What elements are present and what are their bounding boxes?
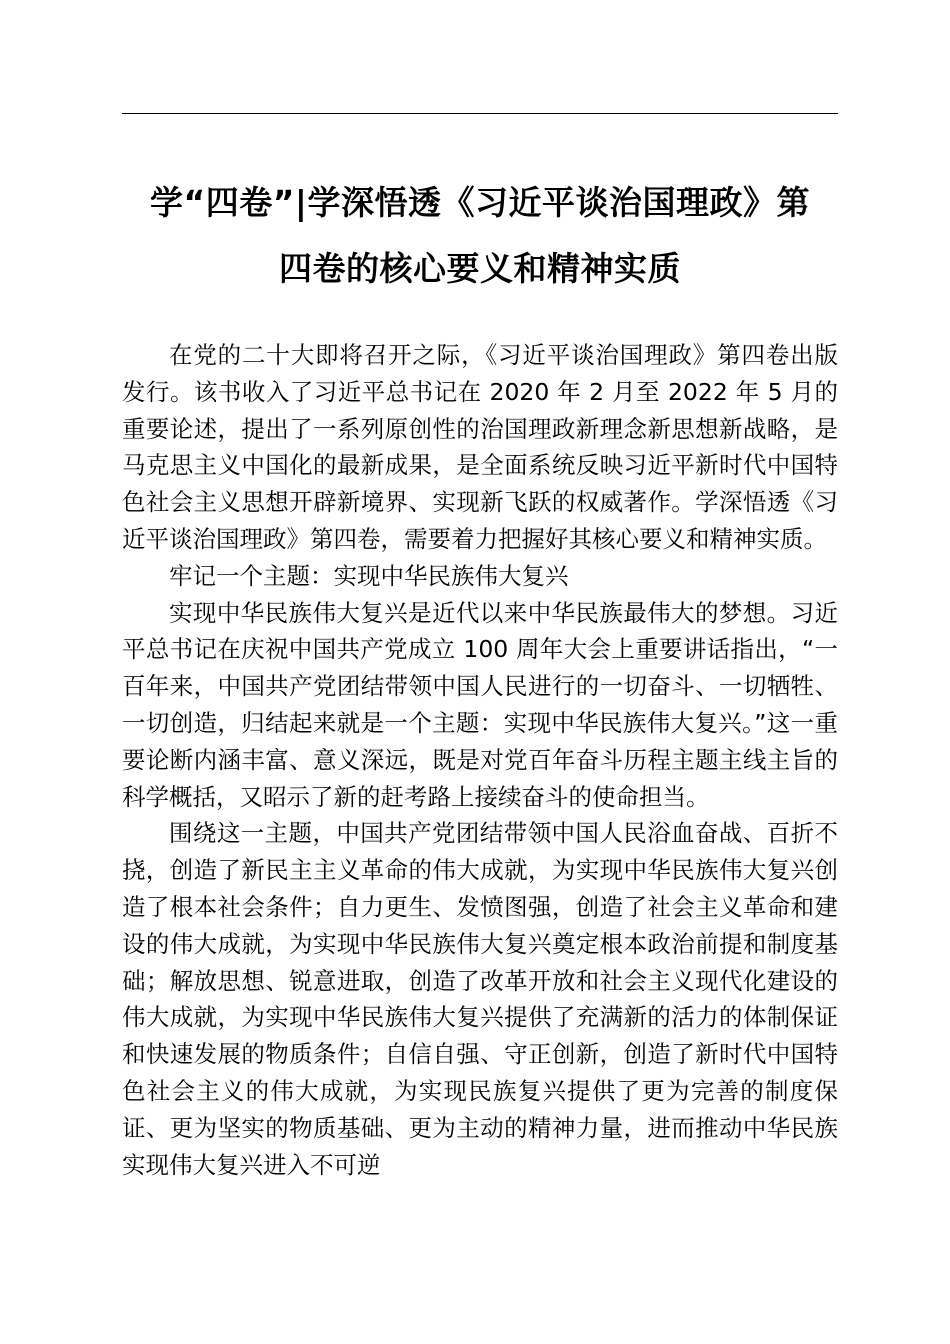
document-title [122,170,838,302]
title-line-2: 四卷的核心要义和精神实质 [279,249,681,288]
document-body [122,337,838,1183]
paragraph-achievements: 围绕这一主题，中国共产党团结带领中国人民浴血奋战、百折不挠，创造了新民主主义革命的伟大成就，为实现中华民族伟大复兴创造了根本社会条件；自力更生、发愤图强，创造了社会主义革命和建设的伟大成就，为实现中华民族伟大复兴奠定根本政治前提和制度基础；解放思想、锐意进取，创造了改革开放和社会主义现代化建设的伟大成就，为实现中华民族伟大复兴提供了充满新的活力的体制保证和快速发展的物质条件；自信自强、守正创新，创造了新时代中国特色社会主义的伟大成就，为实现民族复兴提供了更为完善的制度保证、更为坚实的物质基础、更为主动的精神力量，进而推动中华民族实现伟大复兴进入不可逆 [122,819,838,1179]
section-heading: 牢记一个主题：实现中华民族伟大复兴 [169,561,569,590]
header-rule [122,113,838,114]
title-line-1: 学“四卷”|学深悟透《习近平谈治国理政》第 [150,183,810,222]
paragraph-theme: 实现中华民族伟大复兴是近代以来中华民族最伟大的梦想。习近平总书记在庆祝中国共产党成立 100 周年大会上重要讲话指出，“一百年来，中国共产党团结带领中国人民进行的一切奋斗、一切牺牲、一切创造，归结起来就是一个主题：实现中华民族伟大复兴。”这一重要论断内涵丰富、意义深远，既是对党百年奋斗历程主题主线主旨的科学概括，又昭示了新的赶考路上接续奋斗的使命担当。 [122,598,838,811]
paragraph-intro: 在党的二十大即将召开之际，《习近平谈治国理政》第四卷出版发行。该书收入了习近平总书记在 2020 年 2 月至 2022 年 5 月的重要论述，提出了一系列原创性的治国理政新理念新思想新战略，是马克思主义中国化的最新成果，是全面系统反映习近平新时代中国特色社会主义思想开辟新境界、实现新飞跃的权威著作。学深悟透《习近平谈治国理政》第四卷，需要着力把握好其核心要义和精神实质。 [122,341,838,553]
